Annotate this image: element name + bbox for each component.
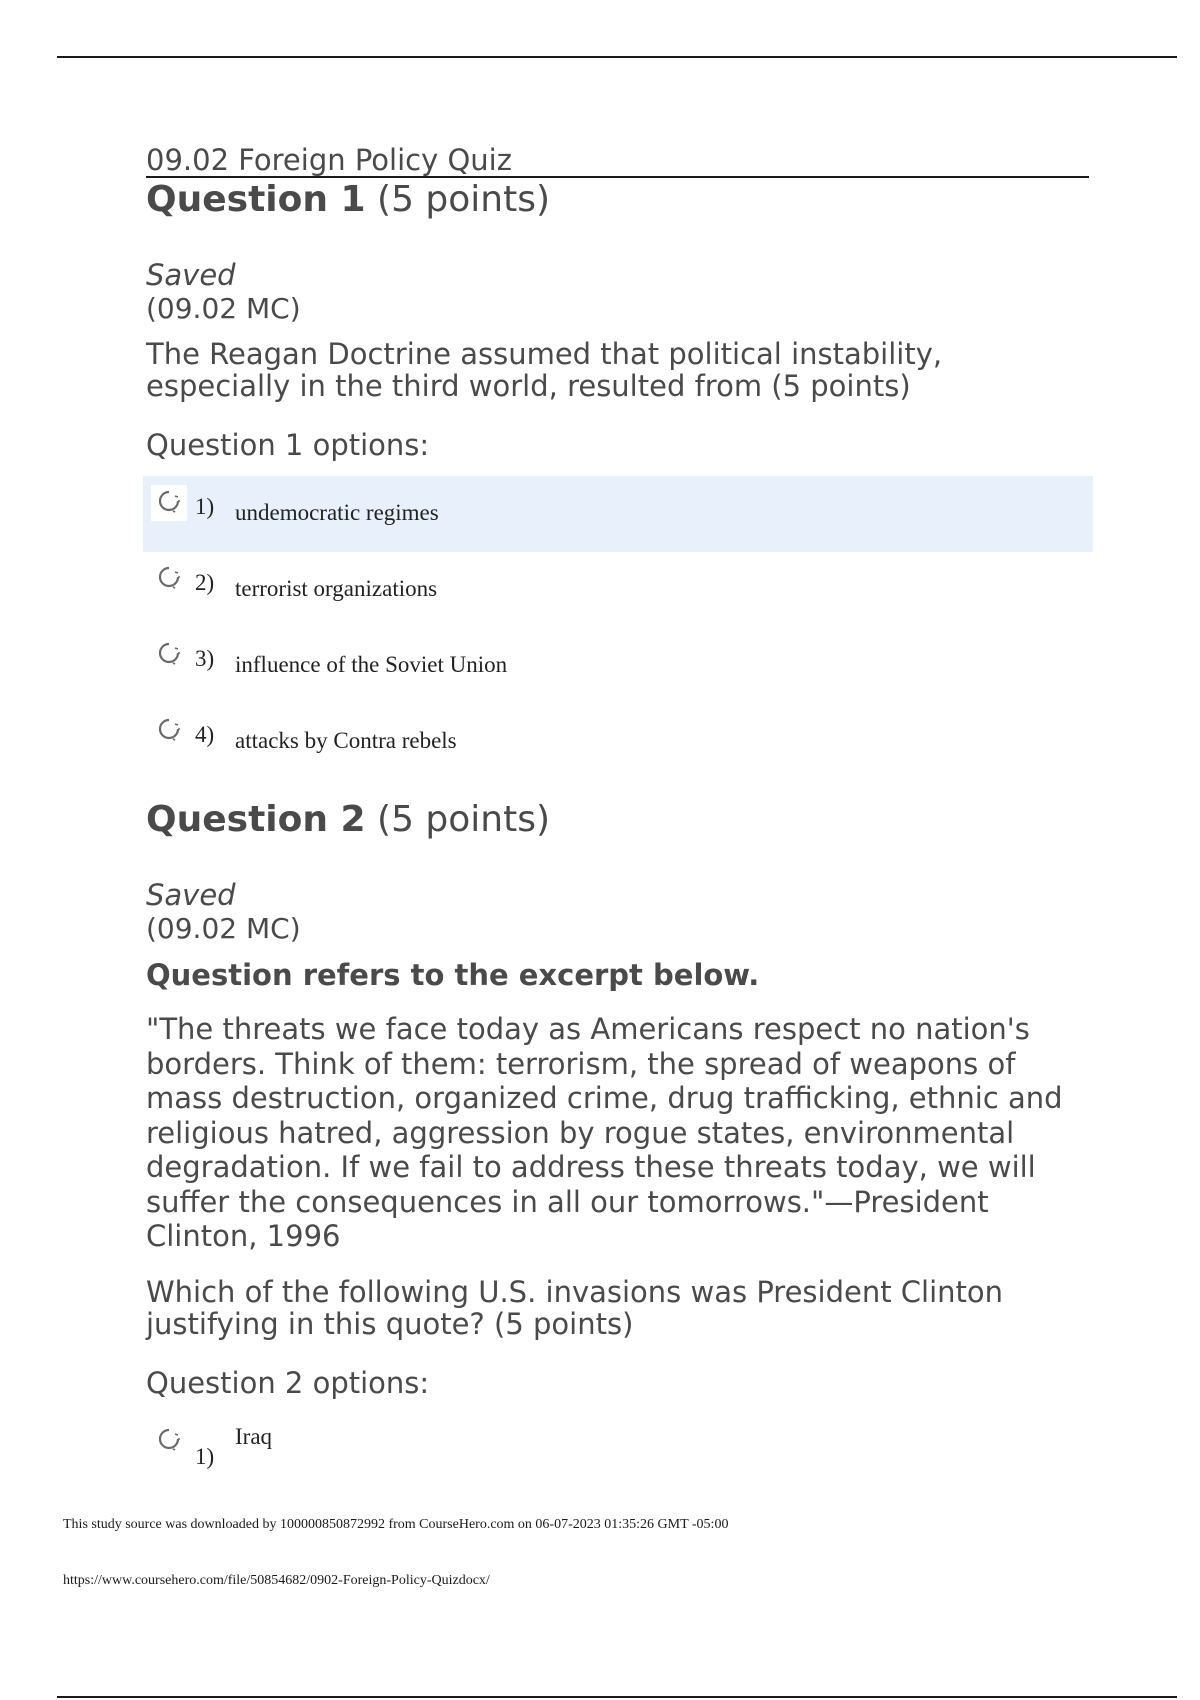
option-number: 1)	[195, 1443, 215, 1469]
option-text: attacks by Contra rebels	[235, 728, 457, 753]
question-2	[146, 798, 1089, 1490]
question-points: (5 points)	[377, 799, 551, 840]
excerpt-quote: "The threats we face today as Americans respect no nation's borders. Think of them: terrorism, the spread of weapons of mass destruction, organized crime, drug trafficking, ethnic and religious hatred, aggression by rogue states, environmental degradation. If we fail to address these threats today, we will suffer the consequences in all our tomorrows."—President Clinton, 1996	[146, 1012, 1063, 1253]
options-label: Question 1 options:	[146, 428, 430, 462]
download-notice: This study source was downloaded by 100000850872992 from CourseHero.com on 06-07-2023 01:35:26 GMT -05:00	[63, 1517, 729, 1532]
option-number: 4)	[195, 722, 215, 747]
option-number: 1)	[195, 494, 215, 519]
question-1-heading	[146, 178, 1089, 222]
option-text: undemocratic regimes	[235, 500, 439, 525]
question-prompt: Which of the following U.S. invasions was President Clinton justifying in this quote? (5 points)	[146, 1274, 1004, 1341]
options-label: Question 2 options:	[146, 1365, 430, 1400]
question-code: (09.02 MC)	[146, 292, 301, 325]
question-code: (09.02 MC)	[146, 912, 301, 945]
radio-loading-icon[interactable]	[151, 485, 187, 521]
page-bottom-rule	[57, 1696, 1177, 1698]
source-url[interactable]: https://www.coursehero.com/file/50854682/0902-Foreign-Policy-Quizdocx/	[63, 1573, 490, 1588]
question-number: Question 1	[146, 179, 366, 220]
option-attacks-by-contra-rebels[interactable]	[143, 704, 1093, 780]
question-prompt: The Reagan Doctrine assumed that political instability, especially in the third world, resulted from (5 points)	[146, 337, 943, 403]
excerpt-intro: Question refers to the excerpt below.	[146, 958, 760, 992]
quiz-title: 09.02 Foreign Policy Quiz	[146, 142, 1089, 178]
quiz-content	[146, 142, 1089, 1490]
radio-loading-icon[interactable]	[151, 637, 187, 673]
option-undemocratic-regimes[interactable]	[143, 476, 1093, 552]
option-text: Iraq	[235, 1423, 273, 1449]
question-points: (5 points)	[377, 179, 551, 220]
question-2-heading	[146, 798, 1089, 842]
question-1	[146, 178, 1089, 780]
option-text: terrorist organizations	[235, 576, 438, 601]
option-terrorist-organizations[interactable]	[143, 552, 1093, 628]
option-iraq[interactable]	[143, 1414, 1093, 1490]
option-number: 3)	[195, 646, 215, 671]
page-top-rule	[57, 56, 1177, 58]
radio-loading-icon[interactable]	[151, 1423, 187, 1459]
option-number: 2)	[195, 570, 215, 595]
question-2-options	[143, 1414, 1093, 1490]
radio-loading-icon[interactable]	[151, 713, 187, 749]
question-1-options	[143, 476, 1093, 780]
option-influence-of-soviet-union[interactable]	[143, 628, 1093, 704]
radio-loading-icon[interactable]	[151, 561, 187, 597]
option-text: influence of the Soviet Union	[235, 652, 508, 677]
question-number: Question 2	[146, 799, 366, 840]
saved-status: Saved	[146, 258, 236, 292]
saved-status: Saved	[146, 878, 236, 912]
